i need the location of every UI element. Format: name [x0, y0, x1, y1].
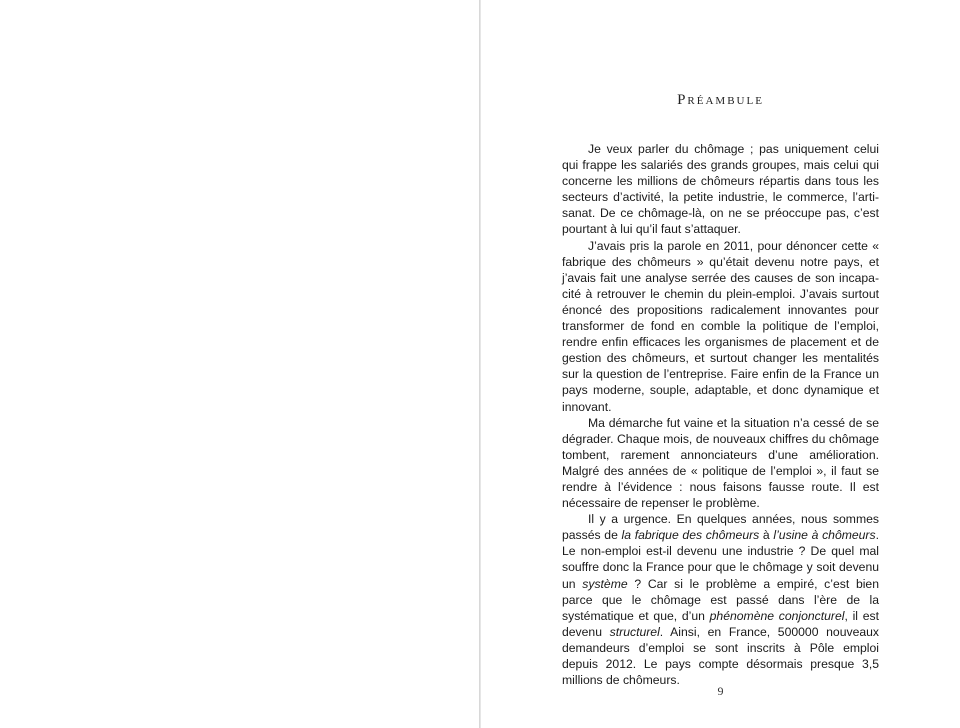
paragraph-4-italic-3: système: [582, 576, 628, 591]
paragraph-1: Je veux parler du chômage ; pas uniquement celui qui frappe les salariés des grands groupes, mais celui qui concerne les millions de chômeurs répartis dans tous les secteurs d’activité, la petite industrie, le commerce, l’artisanat. De ce chômage-là, on ne se préoccupe pas, c’est pourtant à lui qu’il faut s’attaquer.: [562, 142, 879, 237]
paragraph-4-italic-2: l’usine à chômeurs: [773, 528, 876, 543]
paragraph-4-text-1: Il y a urgence. En quelques années, nous sommes passés de: [562, 512, 879, 543]
paragraph-4-text-3: . Le non-emploi est-il devenu une industrie ? De quel mal souffre donc la France pour que le chômage y soit devenu un: [562, 528, 879, 591]
paragraph-4-text-2: à: [759, 528, 774, 543]
page-number: 9: [717, 684, 724, 698]
paragraph-4-text-6: . Ainsi, en France, 500000 nouveaux demandeurs d’emploi se sont inscrits à Pôle emploi depuis 2012. Le pays compte désormais presque 3,5 millions de chômeurs.: [562, 624, 879, 688]
chapter-title: Préambule: [677, 92, 764, 108]
paragraph-4-text-4: ? Car si le problème a empiré, c’est bien parce que le chômage est passé dans l’ère de la systématique et que, d’un: [562, 576, 879, 623]
paragraph-3: Ma démarche fut vaine et la situation n’a cessé de se dégrader. Chaque mois, de nouveaux chiffres du chômage tombent, rarement annonciateurs d’une amélioration. Malgré des années de « politique de l’emploi », il faut se rendre à l’évidence : nous faisons fausse route. Il est nécessaire de repenser le problème.: [562, 415, 879, 511]
paragraph-4-italic-5: structurel: [609, 624, 660, 639]
right-page: [481, 0, 960, 728]
paragraph-4-text-5: , il est devenu: [562, 608, 879, 639]
paragraph-2: J’avais pris la parole en 2011, pour dénoncer cette « fabrique des chômeurs » qu’était devenu notre pays, et j’avais fait une analyse serrée des causes de son incapacité à retrouver le chemin du plein-emploi. J’avais surtout énoncé des propositions radicalement innovantes pour transformer de fond en comble la politique de l’emploi, rendre enfin efficaces les organismes de placement et de gestion des chômeurs, et surtout changer les mentalités sur la question de l’entreprise. Faire enfin de la France un pays moderne, souple, adaptable, et donc dynamique et innovant.: [562, 238, 879, 414]
paragraph-4-italic-4: phénomène conjoncturel: [709, 608, 845, 623]
paragraph-4: [562, 511, 879, 688]
paragraph-4-italic-1: la fabrique des chômeurs: [621, 528, 760, 543]
body-text: [562, 141, 879, 688]
